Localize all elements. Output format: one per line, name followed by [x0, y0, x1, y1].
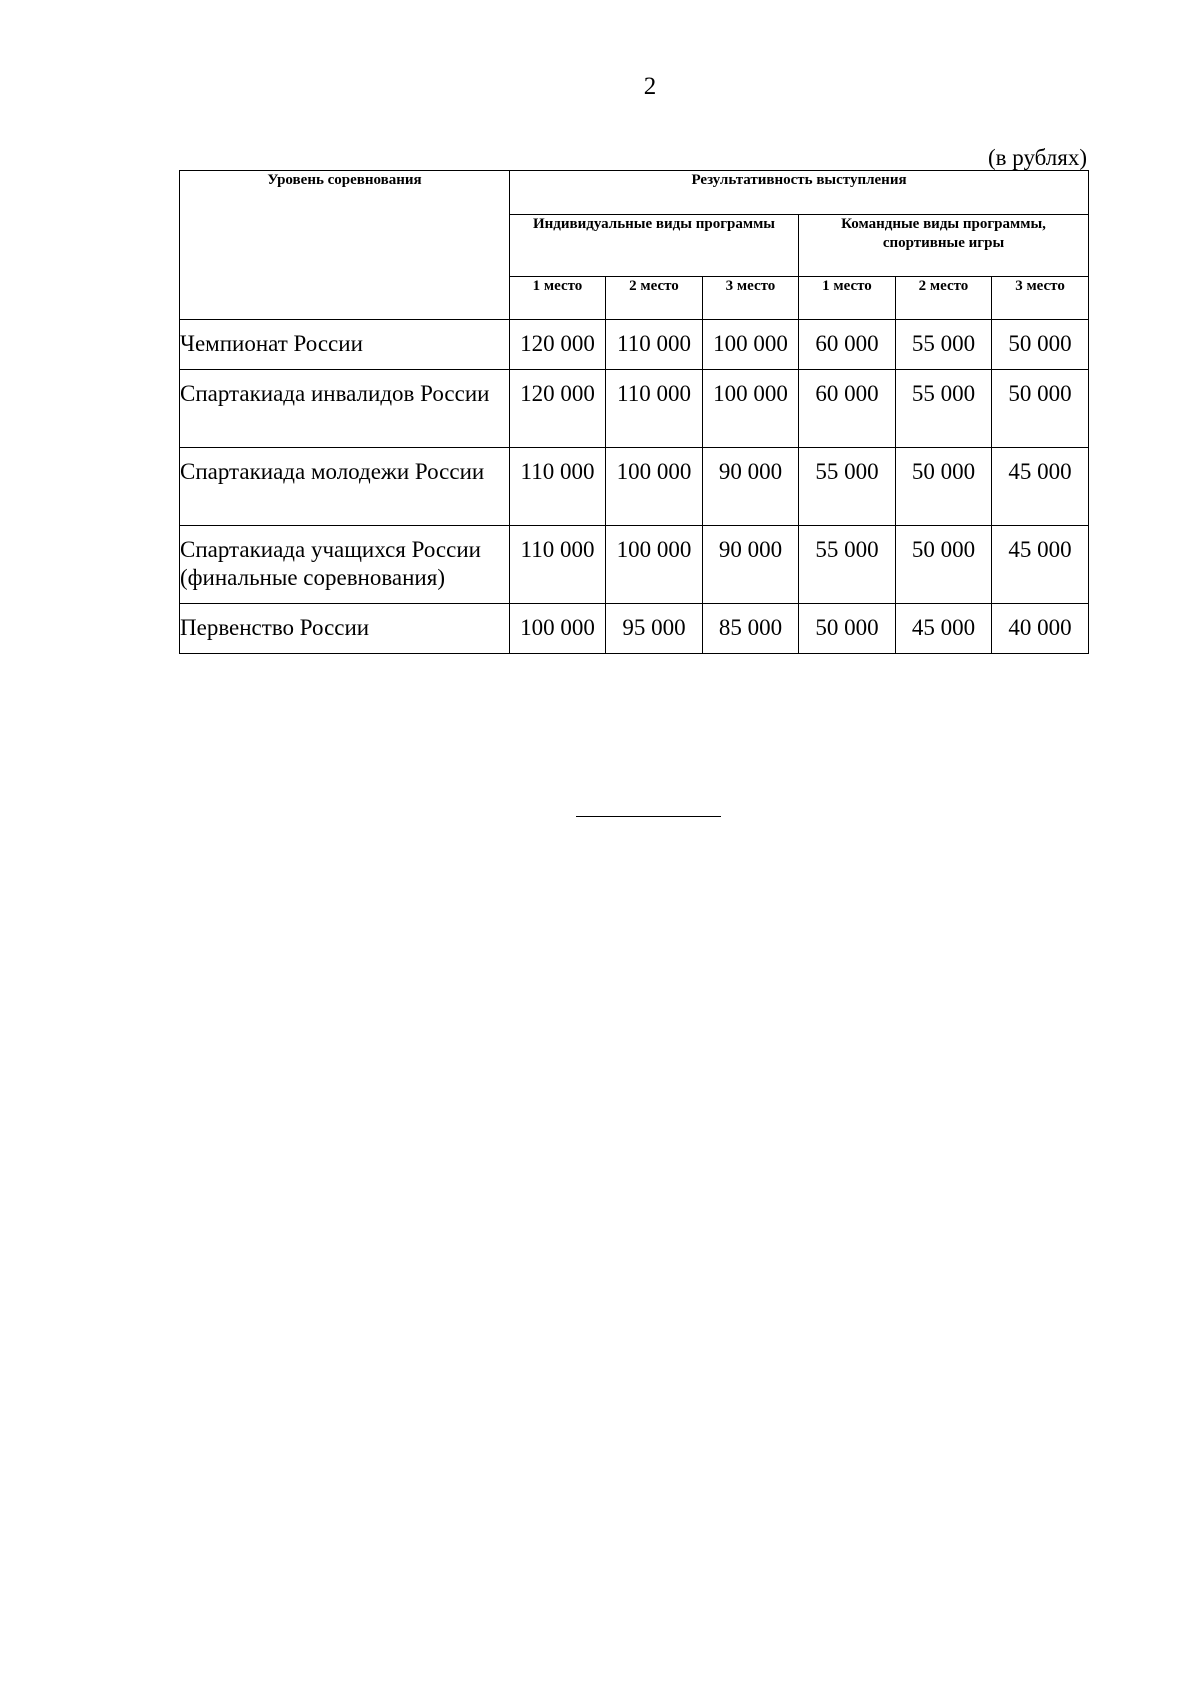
competition-level: Первенство России	[180, 604, 510, 654]
prize-amount: 120 000	[510, 370, 606, 448]
place-header: 3 место	[992, 277, 1089, 320]
prize-amount: 60 000	[799, 320, 896, 370]
prize-amount: 100 000	[606, 448, 703, 526]
prize-amount: 45 000	[896, 604, 992, 654]
table-row	[180, 448, 1089, 526]
place-header: 1 место	[510, 277, 606, 320]
prize-amount: 85 000	[703, 604, 799, 654]
prize-amount: 110 000	[606, 370, 703, 448]
place-header: 2 место	[606, 277, 703, 320]
prize-amount: 50 000	[799, 604, 896, 654]
page-number: 2	[643, 73, 657, 100]
prize-amount: 50 000	[992, 320, 1089, 370]
table-row	[180, 320, 1089, 370]
competition-level: Чемпионат России	[180, 320, 510, 370]
place-header: 1 место	[799, 277, 896, 320]
prize-amount: 55 000	[799, 526, 896, 604]
prize-amount: 90 000	[703, 448, 799, 526]
table-row	[180, 604, 1089, 654]
place-header: 3 место	[703, 277, 799, 320]
competition-level: Спартакиада учащихся России (финальные соревнования)	[180, 526, 510, 604]
prize-amount: 110 000	[510, 448, 606, 526]
prize-amount: 55 000	[896, 370, 992, 448]
table-row	[180, 370, 1089, 448]
prize-amount: 40 000	[992, 604, 1089, 654]
team-group-header: Командные виды программы, спортивные игры	[799, 215, 1089, 277]
closing-rule	[576, 816, 721, 817]
prize-amount: 50 000	[896, 526, 992, 604]
prize-amount: 100 000	[703, 370, 799, 448]
prize-amount: 120 000	[510, 320, 606, 370]
prize-amount: 100 000	[703, 320, 799, 370]
prize-table	[179, 170, 1089, 654]
individual-group-header: Индивидуальные виды программы	[510, 215, 799, 277]
result-column-header: Результативность выступления	[510, 171, 1089, 215]
prize-amount: 100 000	[510, 604, 606, 654]
prize-amount: 50 000	[896, 448, 992, 526]
prize-amount: 100 000	[606, 526, 703, 604]
prize-amount: 55 000	[896, 320, 992, 370]
prize-amount: 50 000	[992, 370, 1089, 448]
prize-amount: 110 000	[510, 526, 606, 604]
units-note: (в рублях)	[987, 145, 1087, 170]
competition-level: Спартакиада инвалидов России	[180, 370, 510, 448]
prize-amount: 45 000	[992, 448, 1089, 526]
competition-level: Спартакиада молодежи России	[180, 448, 510, 526]
prize-amount: 55 000	[799, 448, 896, 526]
prize-amount: 60 000	[799, 370, 896, 448]
place-header: 2 место	[896, 277, 992, 320]
prize-amount: 110 000	[606, 320, 703, 370]
prize-amount: 95 000	[606, 604, 703, 654]
prize-amount: 45 000	[992, 526, 1089, 604]
table-row	[180, 526, 1089, 604]
prize-amount: 90 000	[703, 526, 799, 604]
level-column-header: Уровень соревнования	[180, 171, 510, 320]
